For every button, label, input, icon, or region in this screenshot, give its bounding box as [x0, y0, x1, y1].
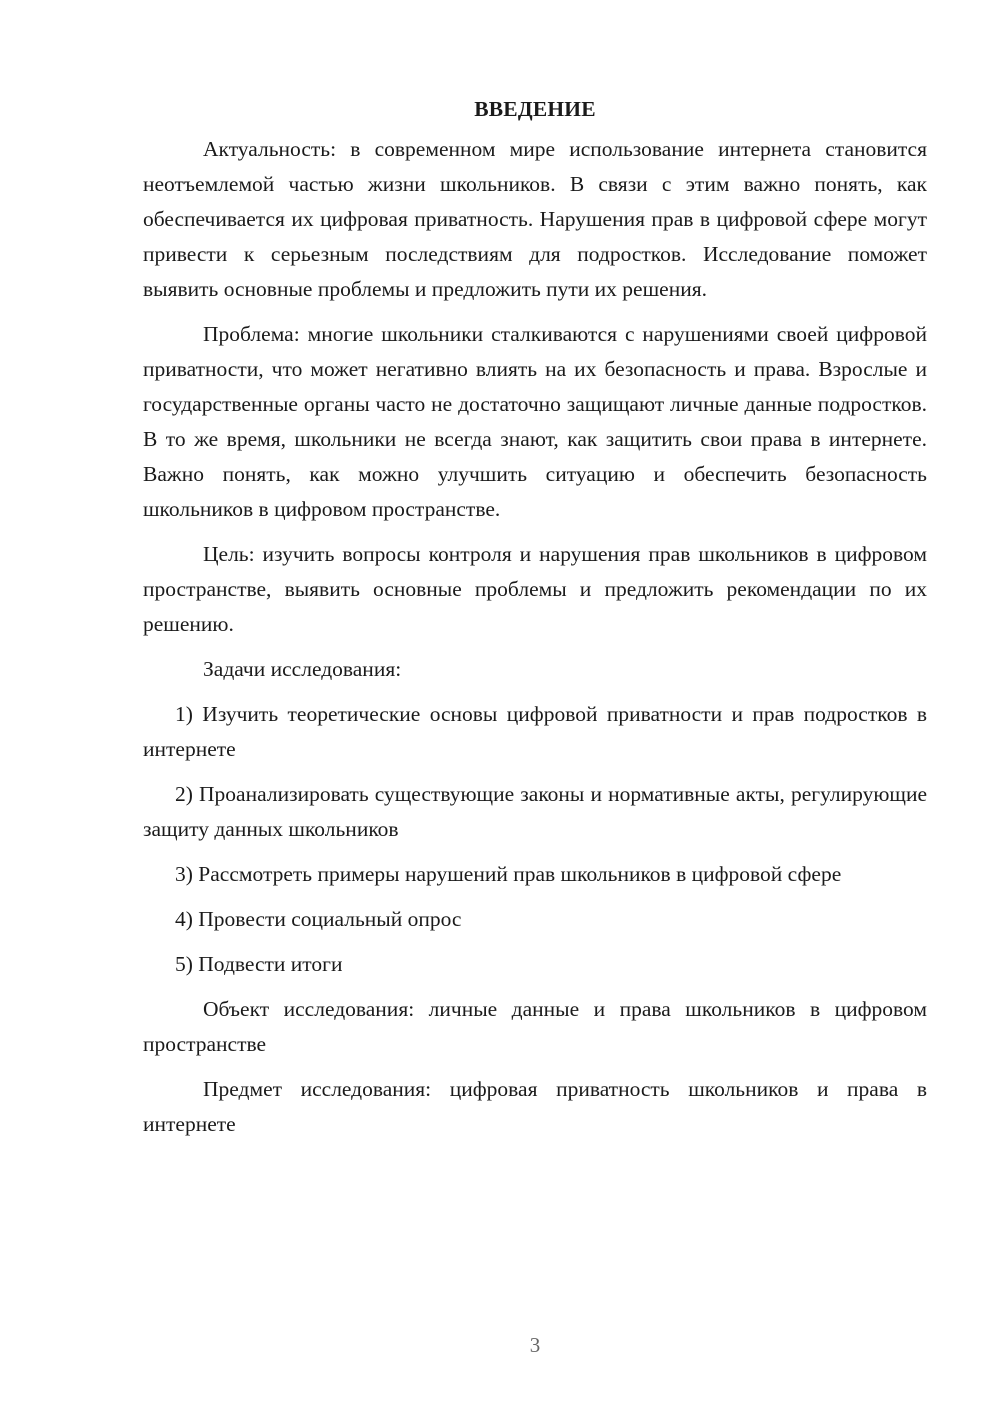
object-paragraph: Объект исследования: личные данные и права школьников в цифровом пространстве — [143, 997, 927, 1056]
tasks-heading: Задачи исследования: — [203, 657, 402, 681]
goal-paragraph: Цель: изучить вопросы контроля и нарушения прав школьников в цифровом пространстве, выявить основные проблемы и предложить рекомендации по их решению. — [143, 542, 927, 636]
relevance-paragraph: Актуальность: в современном мире использование интернета становится неотъемлемой частью жизни школьников. В связи с этим важно понять, как обеспечивается их цифровая приватность. Нарушения прав в цифровой сфере могут привести к серьезным последствиям для подростков. Исследование поможет выявить основные проблемы и предложить пути их решения. — [143, 137, 927, 301]
problem-paragraph: Проблема: многие школьники сталкиваются с нарушениями своей цифровой приватности, что может негативно влиять на их безопасность и права. Взрослые и государственные органы часто не достаточно защищают личные данные подростков. В то же время, школьники не всегда знают, как защитить свои права в интернете. Важно понять, как можно улучшить ситуацию и обеспечить безопасность школьников в цифровом пространстве. — [143, 322, 927, 521]
subject-paragraph: Предмет исследования: цифровая приватность школьников и права в интернете — [143, 1077, 927, 1136]
section-title: ВВЕДЕНИЕ — [474, 97, 596, 121]
document-page — [143, 92, 927, 1152]
list-item: 4) Провести социальный опрос — [175, 907, 462, 931]
list-item: 3) Рассмотреть примеры нарушений прав школьников в цифровой сфере — [175, 862, 842, 886]
list-item: 1) Изучить теоретические основы цифровой приватности и прав подростков в интернете — [143, 702, 927, 761]
tasks-list — [143, 697, 927, 982]
list-item: 5) Подвести итоги — [175, 952, 343, 976]
list-item: 2) Проанализировать существующие законы и нормативные акты, регулирующие защиту данных школьников — [143, 782, 927, 841]
page-number: 3 — [529, 1333, 541, 1357]
